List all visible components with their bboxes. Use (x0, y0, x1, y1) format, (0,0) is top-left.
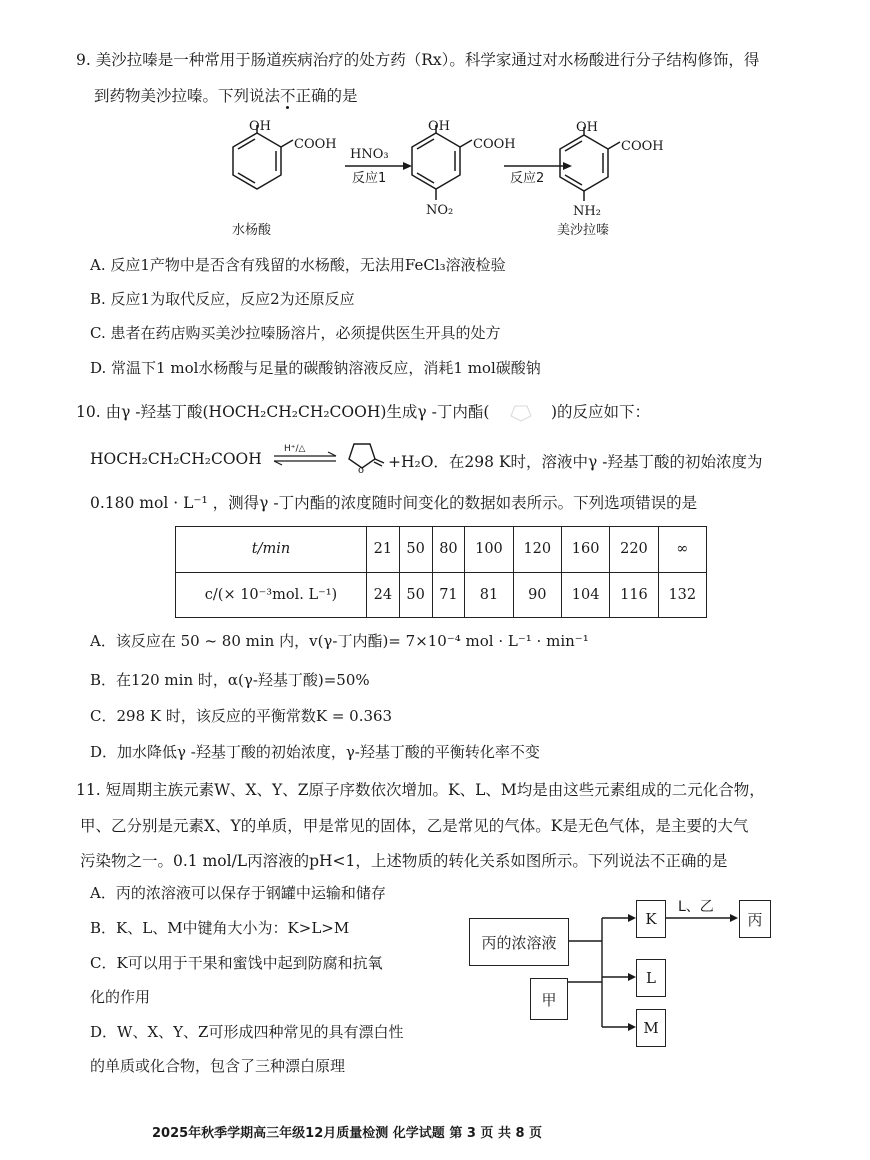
table-cell: 132 (658, 572, 706, 618)
hno3-label: HNO₃ (350, 147, 389, 162)
reaction2-label: 反应2 (510, 171, 545, 186)
table-cell: 220 (610, 527, 658, 573)
table-cell: 90 (513, 572, 561, 618)
cooh-label: COOH (473, 137, 516, 152)
mesalazine-name: 美沙拉嗪 (557, 223, 610, 238)
table-header-concentration: c/(× 10⁻³mol. L⁻¹) (176, 572, 367, 618)
salicylic-acid-name: 水杨酸 (232, 223, 272, 238)
q9-option-c: C. 患者在药店购买美沙拉嗪肠溶片，必须提供医生开具的处方 (90, 324, 501, 342)
m-box: M (636, 1009, 666, 1047)
q11-line2: 甲、乙分别是元素X、Y的单质，甲是常见的固体，乙是常见的气体。K是无色气体，是主要的大气 (80, 817, 749, 835)
table-cell: 160 (561, 527, 609, 573)
oh-label: OH (428, 119, 450, 134)
q9-option-b: B. 反应1为取代反应，反应2为还原反应 (90, 290, 355, 308)
cooh-label: COOH (294, 137, 337, 152)
q11-option-c: C．K可以用于干果和蜜饯中起到防腐和抗氧 (90, 954, 383, 972)
q11-option-d: D．W、X、Y、Z可形成四种常见的具有漂白性 (90, 1023, 404, 1041)
table-header-time: t/min (176, 527, 367, 573)
table-cell: 120 (513, 527, 561, 573)
q10-line1: 10. 由γ -羟基丁酸(HOCH₂CH₂CH₂COOH)生成γ -丁内酯( (76, 403, 490, 421)
nh2-label: NH₂ (573, 204, 601, 219)
oh-label: OH (249, 119, 271, 134)
q11-option-a: A．丙的浓溶液可以保存于钢罐中运输和储存 (90, 884, 386, 902)
q10-eq-right: +H₂O．在298 K时，溶液中γ -羟基丁酸的初始浓度为 (388, 453, 763, 471)
q10-option-b: B．在120 min 时，α(γ-羟基丁酸)=50% (90, 671, 370, 689)
arrow-label: L、乙 (678, 899, 714, 915)
table-cell: 21 (367, 527, 400, 573)
page-footer: 2025年秋季学期高三年级12月质量检测 化学试题 第 3 页 共 8 页 (152, 1126, 543, 1141)
q9-line1: 9. 美沙拉嗪是一种常用于肠道疾病治疗的处方药（Rx）。科学家通过对水杨酸进行分子结构修饰，得 (76, 51, 760, 69)
emphasis-dot: 不 (280, 87, 296, 105)
q10-line1-end: )的反应如下： (551, 403, 651, 421)
table-cell: 80 (432, 527, 465, 573)
q10-option-c: C．298 K 时，该反应的平衡常数K = 0.363 (90, 707, 393, 725)
q11-line1: 11. 短周期主族元素W、X、Y、Z原子序数依次增加。K、L、M均是由这些元素组成的二元化合物， (76, 781, 765, 799)
eq-condition-label: H⁺/△ (284, 444, 306, 454)
concentrated-solution-box: 丙的浓溶液 (469, 918, 569, 966)
table-cell: 50 (399, 572, 432, 618)
svg-text:o: o (358, 465, 365, 476)
table-cell: 81 (465, 572, 513, 618)
table-cell: ∞ (658, 527, 706, 573)
jia-box: 甲 (530, 978, 568, 1020)
table-cell: 71 (432, 572, 465, 618)
q11-option-c-cont: 化的作用 (90, 988, 151, 1006)
q10-option-d: D．加水降低γ -羟基丁酸的初始浓度，γ-羟基丁酸的平衡转化率不变 (90, 743, 540, 761)
q10-option-a: A．该反应在 50 ~ 80 min 内，v(γ-丁内酯)= 7×10⁻⁴ mol · L⁻¹ · min⁻¹ (90, 632, 589, 650)
q10-line3: 0.180 mol · L⁻¹ ，测得γ -丁内酯的浓度随时间变化的数据如表所示。下列选项错误的是 (90, 494, 698, 512)
table-cell: 50 (399, 527, 432, 573)
table-cell: 24 (367, 572, 400, 618)
table-cell: 116 (610, 572, 658, 618)
reaction1-label: 反应1 (352, 171, 387, 186)
q10-eq-left: HOCH₂CH₂CH₂COOH (90, 450, 262, 468)
table-cell: 100 (465, 527, 513, 573)
q11-option-d-cont: 的单质或化合物，包含了三种漂白原理 (90, 1057, 346, 1075)
bing-box: 丙 (739, 900, 771, 938)
q11-option-b: B．K、L、M中键角大小为：K>L>M (90, 919, 350, 937)
k-box: K (636, 900, 666, 938)
oh-label: OH (576, 120, 598, 135)
q9-option-a: A. 反应1产物中是否含有残留的水杨酸，无法用FeCl₃溶液检验 (90, 256, 506, 274)
q9-line2: 到药物美沙拉嗪。下列说法不正确的是 (94, 87, 358, 105)
cooh-label: COOH (621, 139, 664, 154)
table-cell: 104 (561, 572, 609, 618)
q9-option-d: D. 常温下1 mol水杨酸与足量的碳酸钠溶液反应，消耗1 mol碳酸钠 (90, 359, 541, 377)
l-box: L (636, 959, 666, 997)
no2-label: NO₂ (426, 203, 454, 218)
q11-line3: 污染物之一。0.1 mol/L丙溶液的pH<1，上述物质的转化关系如图所示。下列说法不正确的是 (80, 852, 728, 870)
